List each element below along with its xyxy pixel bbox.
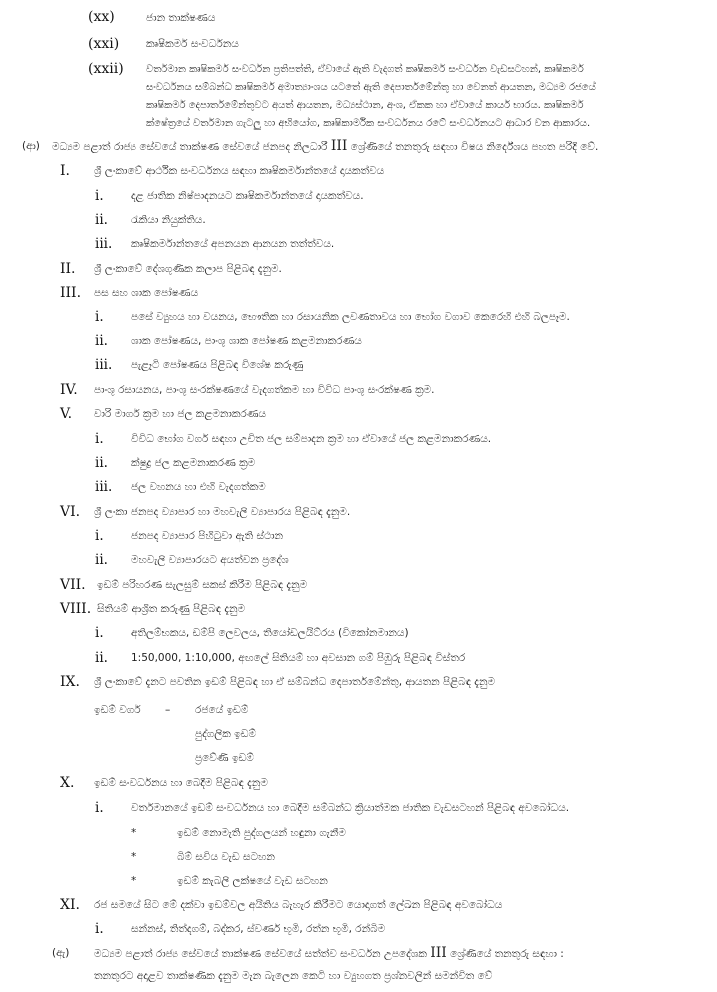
bullet-text: බිම් සවිය වැඩ සටහන xyxy=(177,851,275,863)
roman-numeral: II. xyxy=(60,261,76,277)
grade-numeral: III xyxy=(330,138,348,154)
item-label: (xx) xyxy=(88,9,115,25)
sub-text: විවිධ භෝග වර්ග සඳහා උචිත ජල සම්පාදන ක්‍රම හා ඒවායේ ජල කළමනාකරණය. xyxy=(131,433,492,445)
roman-numeral: IX. xyxy=(60,674,80,690)
sub-text: ජල වහනය හා එහි වැදගත්කම xyxy=(131,481,266,493)
sub-label: i. xyxy=(95,431,104,447)
section-title: ශ්‍රී ලංකාවේ දැනට පවතින ඉඩම් පිළිබඳ හා ඒ සම්බන්ධ දෙපාර්තමේන්තු, ආයතන පිළිබඳ දැනුම xyxy=(94,676,496,688)
section-title: පස සහ ශාක පෝෂණය xyxy=(94,287,199,299)
sub-label: iii. xyxy=(95,479,113,495)
section-body-line: තනතුරට අදාළව තාක්ෂණික දැනුම මැන බැලෙන කෙටි හා ව්‍යුහගත ප්‍රශ්නවලින් සමන්විත වේ xyxy=(94,970,493,982)
grade-numeral: III xyxy=(430,945,447,961)
land-types-label: ඉඩම් වර්ග xyxy=(94,704,141,716)
sub-label: i. xyxy=(95,800,104,816)
item-text: කෘෂිකර්ම සංවර්ධනය xyxy=(146,38,239,50)
roman-numeral: III. xyxy=(60,285,82,301)
section-heading-text-after: ශ්‍රේණියේ තනතුරු සඳහා : xyxy=(450,948,564,960)
sub-text: අතිලම්භකය, ඩම්පි ලෙවලය, තියෝඩලයිට්රය (විකෝනමානය) xyxy=(131,627,409,639)
section-label: (ඇ) xyxy=(52,947,70,959)
roman-numeral: VI. xyxy=(60,504,81,520)
bullet-text: ඉඩම් කැබලි ලක්ෂයේ වැඩ සටහන xyxy=(177,875,328,887)
section-heading xyxy=(94,947,564,961)
item-label: (xxi) xyxy=(88,36,120,52)
sub-label: i. xyxy=(95,309,104,325)
roman-numeral: VIII. xyxy=(60,601,92,617)
section-title: ඉඩම් පරිහරණ සැලසුම් සකස් කිරීම පිළිබඳ දැනුම xyxy=(97,579,308,591)
sub-label: ii. xyxy=(95,650,108,666)
sub-label: iii. xyxy=(95,236,113,252)
sub-text: පසේ ව්‍යුහය හා වයනය, භෞතික හා රසායනික ලවණතාවය හා භෝග වගාව කෙරෙහි එහි බලපෑම. xyxy=(131,311,570,323)
item-text-line: සංවර්ධනය සම්බන්ධ කෘෂිකර්ම අමාත්‍යාංශය යටතේ ඇති දෙපාර්තමේන්තු හා වෙනත් ආයතන, මධ්‍යම රජයේ xyxy=(146,82,596,93)
roman-numeral: XI. xyxy=(60,897,80,913)
land-type-item: ප්‍රවේණි ඉඩම් xyxy=(195,752,254,764)
item-text-line: ක්ෂේත්‍රයේ වර්තමාන ගැටලු හා අභියෝග, කෘෂිකාර්මික සංවර්ධනය රටේ සංවර්ධනයට ආධාර වන ආකාරය. xyxy=(146,118,591,129)
sub-text: සන්නස්, තිත්දගම්, බද්කර, ස්වර්ණ භූමි, රත්න භූමි, රන්බිම xyxy=(131,923,386,935)
item-text-line: වර්තමාන කෘෂිකර්ම සංවර්ධන ප්‍රතිපත්ති, ඒවායේ ඇති වැදගත් කෘෂිකර්ම සංවර්ධන වැඩසටහන්, කෘෂිකර්ම xyxy=(146,64,584,75)
land-type-item: රජයේ ඉඩම් xyxy=(195,704,249,716)
item-text: ජාන තාක්ෂණය xyxy=(146,12,216,24)
sub-label: ii. xyxy=(95,455,108,471)
roman-numeral: I. xyxy=(60,163,70,179)
section-heading-text: මධ්‍යම පළාත් රාජ්‍ය සේවයේ තාක්ෂණ සේවයේ ජනපද නිලධාරී xyxy=(52,141,328,153)
sub-text: ශාක පෝෂණය, පාංශු ශාක පෝෂණ කළමනාකරණය xyxy=(131,335,362,347)
sub-text: දළ ජාතික නිෂ්පාදනයට කෘෂිකර්මාන්තයේ දායකත්වය. xyxy=(131,190,364,202)
sub-text: ජනපද ව්‍යාපාර පිහිටුවා ඇති ස්ථාන xyxy=(131,530,284,542)
item-text-line: කෘෂිකර්ම දෙපාර්තමේන්තුවට අයත් ආයතන, මධ්‍යස්ථාන, අංශ, ඒකක හා ඒවායේ කාර්ය භාරය. කෘෂිකර්ම xyxy=(146,100,584,111)
bullet-text: ඉඩම් නොමැති පුද්ගලයන් හඳුනා ගැනීම xyxy=(177,827,346,839)
item-label: (xxii) xyxy=(88,61,124,77)
section-title: රජ සමයේ සිට මේ දක්වා ඉඩම්වල අයිතිය බැහැර කිරීමට යොදාගත් ලේඛන පිළිබඳ අවබෝධය xyxy=(94,899,503,911)
roman-numeral: V. xyxy=(60,406,73,422)
sub-label: ii. xyxy=(95,552,108,568)
sub-label: i. xyxy=(95,188,104,204)
roman-numeral: X. xyxy=(60,775,75,791)
sub-label: ii. xyxy=(95,212,108,228)
bullet-marker: * xyxy=(131,875,137,887)
section-label: (ආ) xyxy=(22,140,40,152)
section-heading-text-after: ශ්‍රේණියේ තනතුරු සඳහා විෂය නිර්දේශය පහත පරිදි වේ. xyxy=(350,141,599,153)
section-heading-text: මධ්‍යම පළාත් රාජ්‍ය සේවයේ තාක්ෂණ සේවයේ සත්ත්ව සංවර්ධන උපදේශක xyxy=(94,948,427,960)
sub-text: මහවැලි ව්‍යාපාරයට අයත්වන ප්‍රදේශ xyxy=(131,554,289,566)
section-title: ශ්‍රී ලංකාවේ දේශගුණික කලාප පිළිබඳ දැනුම. xyxy=(94,263,282,275)
sub-label: ii. xyxy=(95,333,108,349)
sub-label: i. xyxy=(95,528,104,544)
sub-text: කෘෂිකර්මාන්තයේ අපනයන ආනයන තත්ත්වය. xyxy=(131,238,335,250)
roman-numeral: VII. xyxy=(60,577,86,593)
sub-label: iii. xyxy=(95,357,113,373)
sub-label: i. xyxy=(95,921,104,937)
section-heading xyxy=(52,140,598,154)
bullet-marker: * xyxy=(131,851,137,863)
section-title: වාරි මාර්ග ක්‍රම හා ජල කළමනාකරණය xyxy=(94,408,267,420)
land-types-dash: – xyxy=(165,704,171,716)
section-title: ශ්‍රී ලංකාවේ ආර්ථික සංවර්ධනය සඳහා කෘෂිකර්මාන්තයේ දායකත්වය xyxy=(94,165,385,177)
sub-text: 1:50,000, 1:10,000, අඟලේ සිතියම් හා අවසාන ගම් පිඹුරු පිළිබඳ විස්තර xyxy=(131,652,466,664)
section-title: ඉඩම් සංවර්ධනය හා බෙදීම පිළිබඳ දැනුම xyxy=(94,777,268,789)
sub-text: රැකියා නියුක්තිය. xyxy=(131,214,206,226)
land-type-item: පුද්ගලික ඉඩම් xyxy=(195,728,257,740)
section-title: සිතියම් ආශ්‍රිත කරුණු පිළිබඳ දැනුම xyxy=(97,603,246,615)
roman-numeral: IV. xyxy=(60,382,78,398)
sub-text: ක්ෂුද්‍ර ජල කළමනාකරණ ක්‍රම xyxy=(131,457,256,469)
bullet-marker: * xyxy=(131,827,137,839)
section-title: පාංශු රසායනය, පාංශු සංරක්ෂණයේ වැදගත්කම හා විවිධ පාංශු සංරක්ෂණ ක්‍රම. xyxy=(94,384,435,396)
sub-text: පැළෑටි පෝෂණය පිළිබඳ විශේෂ කරුණු xyxy=(131,359,304,371)
sub-text: වර්තමානයේ ඉඩම් සංවර්ධනය හා බෙදීම සම්බන්ධ ක්‍රියාත්මක ජාතික වැඩසටහන් පිළිබඳ අවබෝධය. xyxy=(131,802,570,814)
section-title: ශ්‍රී ලංකා ජනපද ව්‍යාපාර හා මහවැලි ව්‍යාපාරය පිළිබඳ දැනුම. xyxy=(94,506,351,518)
sub-label: i. xyxy=(95,625,104,641)
